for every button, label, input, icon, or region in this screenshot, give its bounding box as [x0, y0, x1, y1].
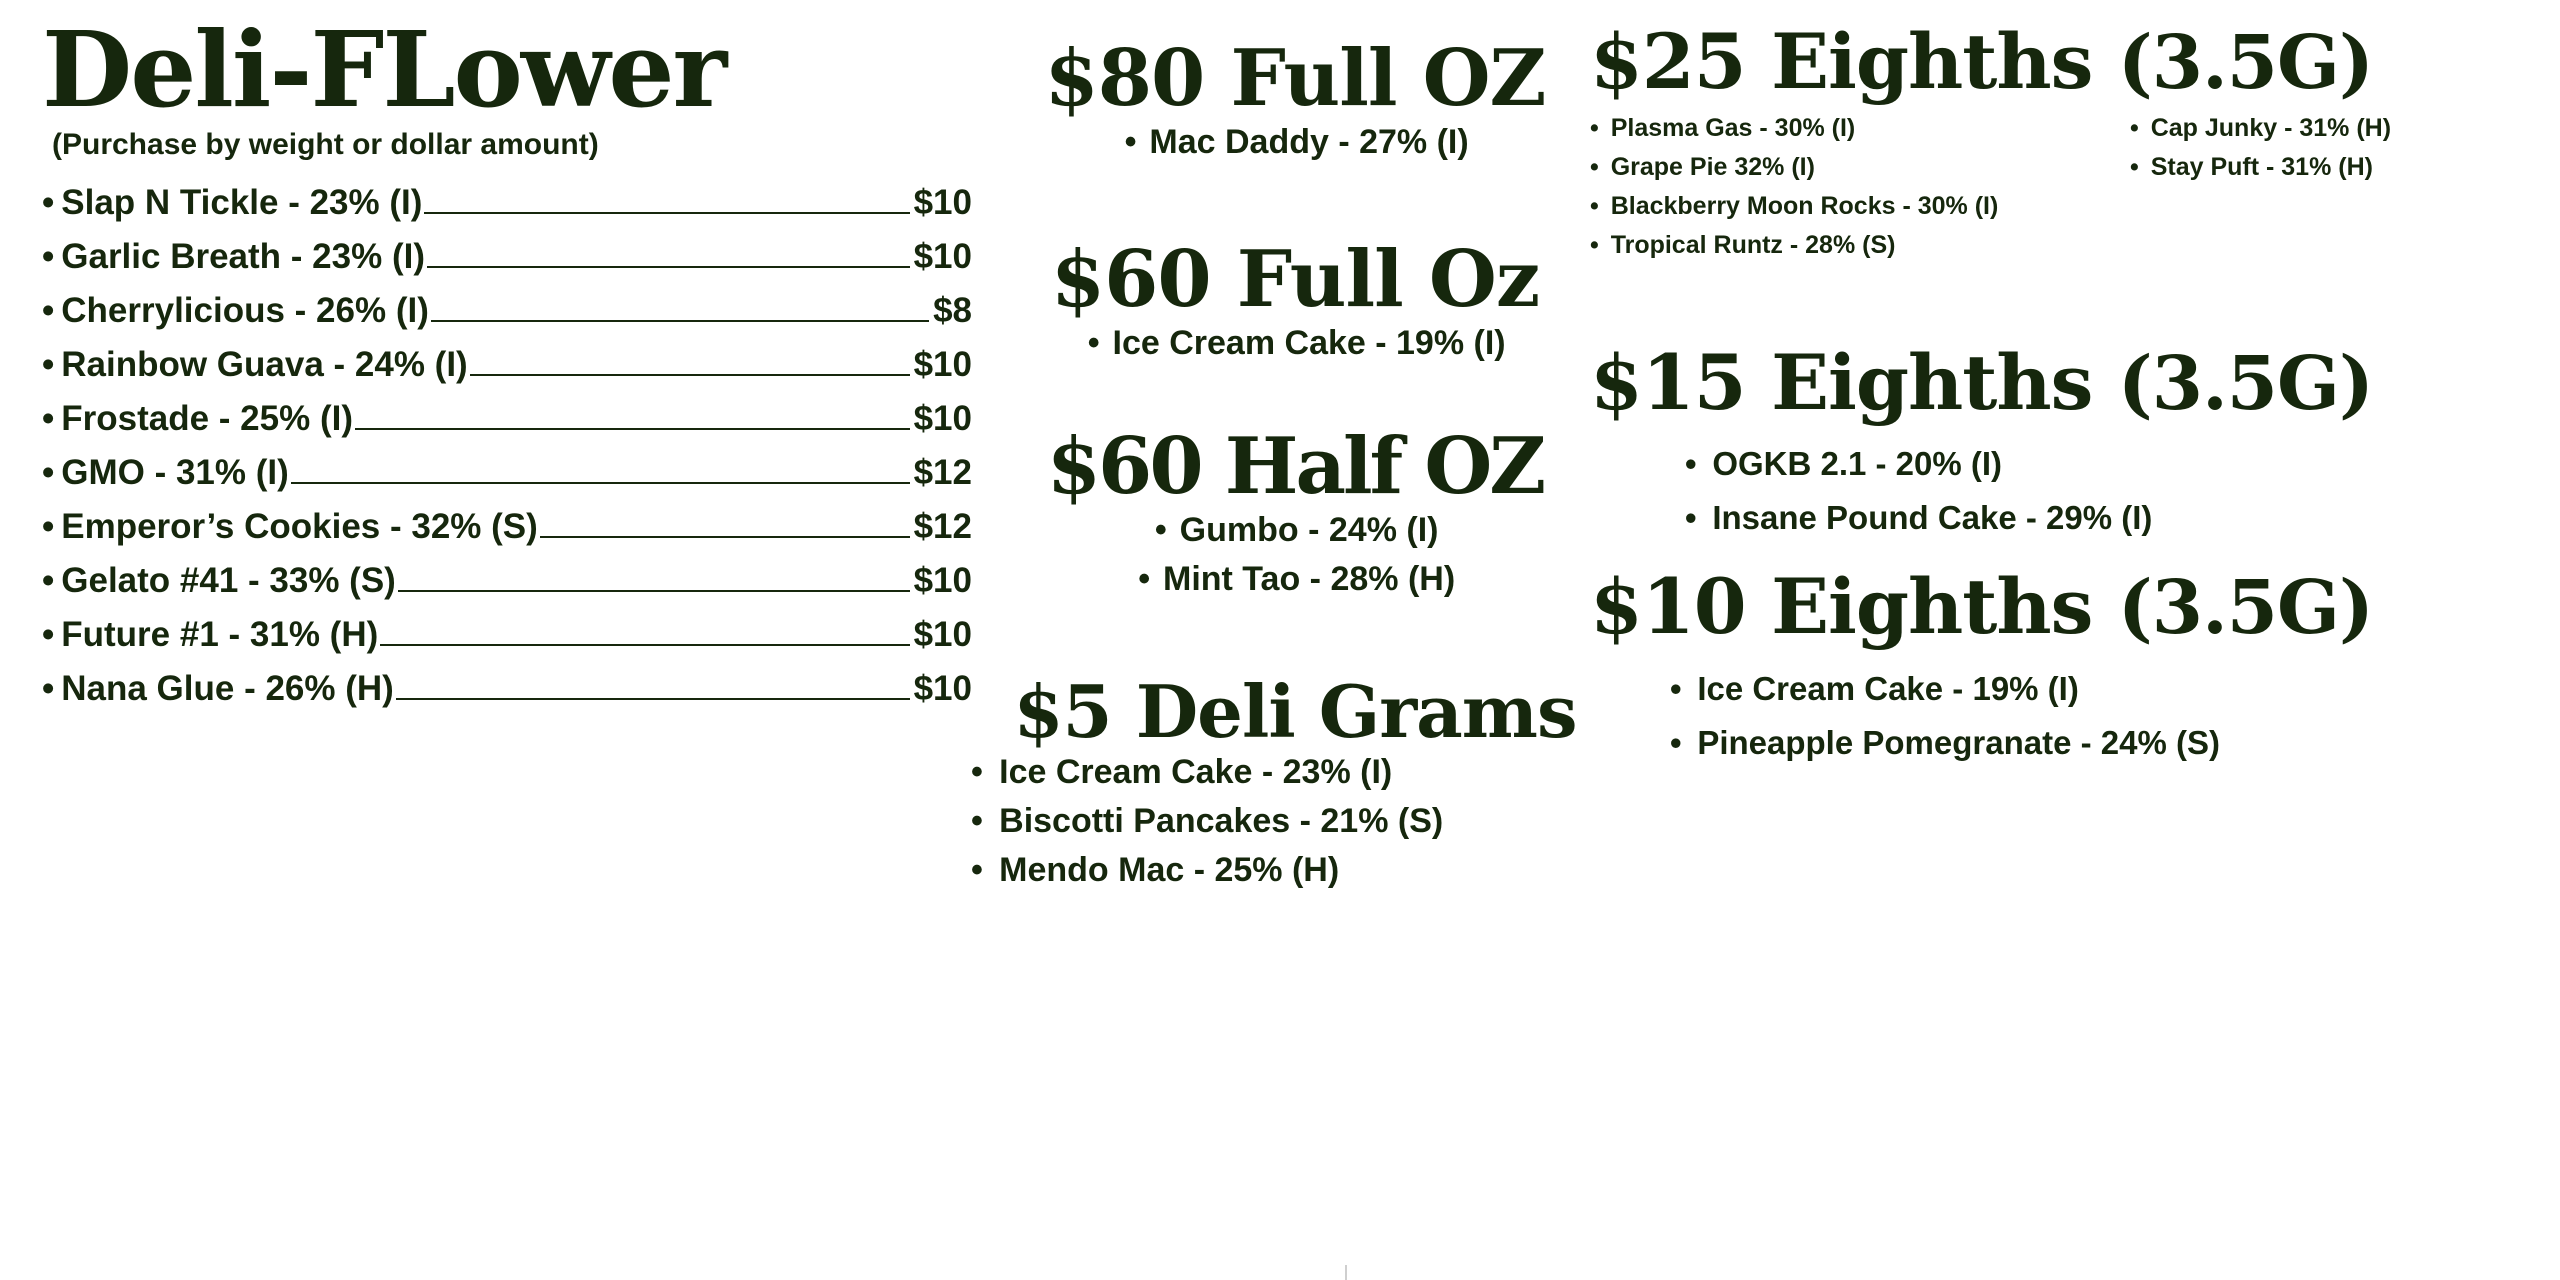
section-list: [945, 118, 1645, 167]
section-heading: [1590, 17, 2550, 106]
bullet-icon: •: [2130, 113, 2139, 142]
dot-leader: [431, 320, 929, 322]
strain-name: OGKB 2.1 - 20% (I): [1712, 445, 2003, 483]
strain-name: Blackberry Moon Rocks - 30% (I): [1610, 191, 1999, 220]
section-15-eighths: [1590, 337, 2550, 546]
bullet-icon: •: [1138, 560, 1151, 598]
bullet-icon: •: [42, 345, 55, 384]
bullet-icon: •: [42, 615, 55, 654]
list-item: [945, 506, 1645, 555]
section-60-full-oz: [945, 234, 1645, 368]
bullet-icon: •: [1590, 191, 1599, 220]
strain-name: Ice Cream Cake - 19% (I): [1697, 670, 2079, 708]
list-item: [1590, 187, 2150, 226]
strain-name: Mint Tao - 28% (H): [1163, 560, 1456, 598]
strain-price: $10: [913, 345, 972, 384]
list-item: [945, 748, 1645, 797]
section-heading: $80 Full OZ: [1044, 33, 1546, 124]
strain-name: Nana Glue - 26% (H): [61, 669, 394, 708]
strain-price: $10: [913, 561, 972, 600]
section-price: $10 Eighths: [1590, 562, 2093, 652]
deli-flower-column: [42, 8, 972, 716]
bullet-icon: •: [42, 453, 55, 492]
list-item: [1685, 491, 2550, 545]
bullet-icon: •: [1590, 113, 1599, 142]
list-item: [1590, 226, 2150, 265]
strain-price: $12: [913, 507, 972, 546]
strain-name: Mendo Mac - 25% (H): [999, 851, 1340, 889]
bullet-icon: •: [42, 291, 55, 330]
section-list-right: [2130, 109, 2530, 187]
list-item: [42, 500, 972, 554]
bullet-icon: •: [971, 753, 983, 791]
dot-leader: [398, 590, 910, 592]
page-title: Deli-FLower: [42, 8, 726, 131]
list-item: [42, 230, 972, 284]
bullet-icon: •: [971, 802, 983, 840]
list-item: [42, 176, 972, 230]
section-80-full-oz: [945, 33, 1645, 167]
section-list: [945, 506, 1645, 604]
strain-name: Rainbow Guava - 24% (I): [61, 345, 468, 384]
list-item: [42, 662, 972, 716]
list-item: [42, 446, 972, 500]
section-weight: (3.5G): [2117, 20, 2373, 106]
list-item: [1685, 437, 2550, 491]
page-fold-tick: [1345, 1265, 1347, 1280]
bullet-icon: •: [1670, 670, 1682, 708]
list-item: [945, 319, 1645, 368]
strain-price: $10: [913, 237, 972, 276]
dot-leader: [424, 212, 909, 214]
deli-flower-list: [42, 176, 972, 716]
section-5-deli-grams: [945, 669, 1645, 895]
bullet-icon: •: [1685, 445, 1697, 483]
list-item: [2130, 109, 2530, 148]
bullet-icon: •: [1590, 152, 1599, 181]
right-column: [1590, 17, 2550, 770]
section-weight: (3.5G): [2117, 340, 2373, 427]
bullet-icon: •: [1685, 499, 1697, 537]
section-list-left: [1590, 109, 2150, 265]
strain-name: Cap Junky - 31% (H): [2150, 113, 2392, 142]
bullet-icon: •: [1590, 230, 1599, 259]
bullet-icon: •: [1087, 324, 1100, 362]
bullet-icon: •: [42, 561, 55, 600]
strain-name: Garlic Breath - 23% (I): [61, 237, 425, 276]
strain-name: Future #1 - 31% (H): [61, 615, 379, 654]
strain-price: $12: [913, 453, 972, 492]
strain-price: $8: [933, 291, 972, 330]
strain-price: $10: [913, 615, 972, 654]
list-item: [1670, 716, 2550, 770]
bullet-icon: •: [42, 507, 55, 546]
section-list: [1590, 437, 2550, 545]
bullet-icon: •: [42, 399, 55, 438]
strain-name: Biscotti Pancakes - 21% (S): [999, 802, 1444, 840]
strain-name: Gumbo - 24% (I): [1179, 511, 1439, 549]
list-item: [945, 797, 1645, 846]
purchase-note: (Purchase by weight or dollar amount): [52, 128, 599, 161]
list-item: [1670, 662, 2550, 716]
dot-leader: [291, 482, 910, 484]
list-item: [945, 118, 1645, 167]
list-item: [42, 392, 972, 446]
bullet-icon: •: [971, 851, 983, 889]
section-weight: (3.5G): [2117, 565, 2373, 652]
bullet-icon: •: [1154, 511, 1167, 549]
bullet-icon: •: [1670, 724, 1682, 762]
list-item: [42, 284, 972, 338]
strain-name: Emperor’s Cookies - 32% (S): [61, 507, 538, 546]
section-list: [945, 319, 1645, 368]
section-60-half-oz: [945, 421, 1645, 604]
strain-price: $10: [913, 183, 972, 222]
list-item: [42, 554, 972, 608]
strain-name: Gelato #41 - 33% (S): [61, 561, 396, 600]
strain-price: $10: [913, 399, 972, 438]
bullet-icon: •: [42, 183, 55, 222]
list-item: [1590, 109, 2150, 148]
section-heading: $5 Deli Grams: [1013, 669, 1577, 754]
section-25-eighths: [1590, 17, 2550, 339]
strain-name: Cherrylicious - 26% (I): [61, 291, 429, 330]
list-item: [945, 555, 1645, 604]
bullet-icon: •: [1124, 123, 1137, 161]
section-heading: [1590, 337, 2550, 427]
bullet-icon: •: [2130, 152, 2139, 181]
middle-column: [945, 33, 1645, 935]
strain-name: Pineapple Pomegranate - 24% (S): [1697, 724, 2220, 762]
list-item: [42, 338, 972, 392]
strain-name: Grape Pie 32% (I): [1610, 152, 1815, 181]
section-list: [1590, 662, 2550, 770]
strain-name: Mac Daddy - 27% (I): [1149, 123, 1469, 161]
strain-name: Plasma Gas - 30% (I): [1610, 113, 1856, 142]
list-item: [945, 846, 1645, 895]
section-heading: [1590, 562, 2550, 652]
strain-price: $10: [913, 669, 972, 708]
strain-name: Slap N Tickle - 23% (I): [61, 183, 423, 222]
strain-name: GMO - 31% (I): [61, 453, 289, 492]
section-heading: $60 Half OZ: [1046, 421, 1544, 512]
section-heading: $60 Full Oz: [1050, 234, 1540, 325]
strain-name: Ice Cream Cake - 19% (I): [1112, 324, 1506, 362]
section-price: $25 Eighths: [1590, 17, 2093, 106]
section-price: $15 Eighths: [1590, 337, 2093, 427]
bullet-icon: •: [42, 237, 55, 276]
strain-name: Tropical Runtz - 28% (S): [1610, 230, 1896, 259]
dot-leader: [355, 428, 910, 430]
list-item: [1590, 148, 2150, 187]
section-10-eighths: [1590, 562, 2550, 770]
bullet-icon: •: [42, 669, 55, 708]
strain-name: Stay Puft - 31% (H): [2150, 152, 2373, 181]
dot-leader: [470, 374, 910, 376]
list-item: [2130, 148, 2530, 187]
strain-name: Insane Pound Cake - 29% (I): [1712, 499, 2153, 537]
strain-name: Frostade - 25% (I): [61, 399, 353, 438]
list-item: [42, 608, 972, 662]
dot-leader: [540, 536, 910, 538]
dot-leader: [380, 644, 909, 646]
dot-leader: [427, 266, 910, 268]
section-list: [945, 748, 1645, 895]
strain-name: Ice Cream Cake - 23% (I): [999, 753, 1393, 791]
dot-leader: [396, 698, 910, 700]
